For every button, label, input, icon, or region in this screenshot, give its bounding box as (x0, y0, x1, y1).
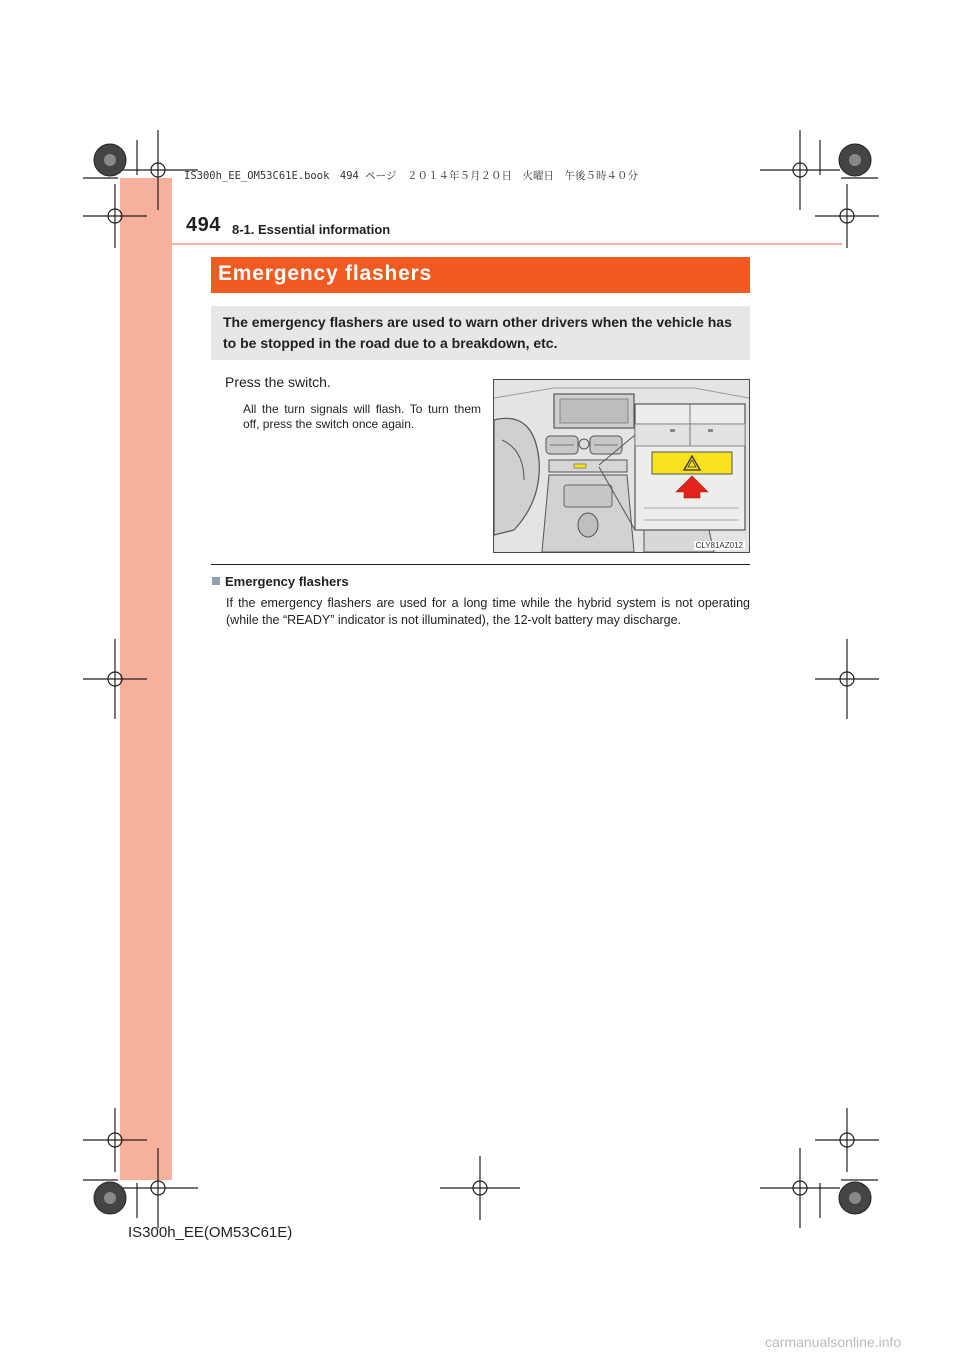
note-heading-text: Emergency flashers (225, 574, 349, 589)
dashboard-drawing (494, 380, 749, 552)
step-detail: All the turn signals will flash. To turn them off, press the switch once again. (243, 402, 481, 431)
crosshair-icons (83, 130, 879, 1228)
header-rule (120, 243, 842, 245)
starburst-icons (94, 144, 871, 1214)
watermark: carmanualsonline.info (765, 1334, 902, 1350)
footer-model-code: IS300h_EE(OM53C61E) (128, 1224, 293, 1241)
note-body: If the emergency flashers are used for a long time while the hybrid system is not operating (while the “READY” indicator is not illuminated), the 12-volt battery may discharge. (226, 596, 750, 627)
page-number: 494 (186, 214, 221, 236)
square-bullet-icon (212, 577, 220, 585)
page-title: Emergency flashers (218, 262, 433, 285)
dashboard-illustration (493, 379, 750, 553)
title-bar (211, 257, 750, 293)
side-tab (120, 178, 172, 1180)
section-divider (211, 564, 750, 565)
intro-box (211, 306, 750, 360)
step-label: Press the switch. (225, 374, 331, 390)
note-heading (212, 574, 349, 589)
print-info: IS300h_EE_OM53C61E.book 494 ページ ２０１４年５月２０日 火曜日 午後５時４０分 (184, 170, 638, 182)
intro-text: The emergency flashers are used to warn other drivers when the vehicle has to be stopped in the road due to a breakdown, etc. (223, 314, 732, 351)
section-title: 8-1. Essential information (232, 222, 391, 237)
illustration-code: CLY81AZ012 (695, 541, 743, 550)
